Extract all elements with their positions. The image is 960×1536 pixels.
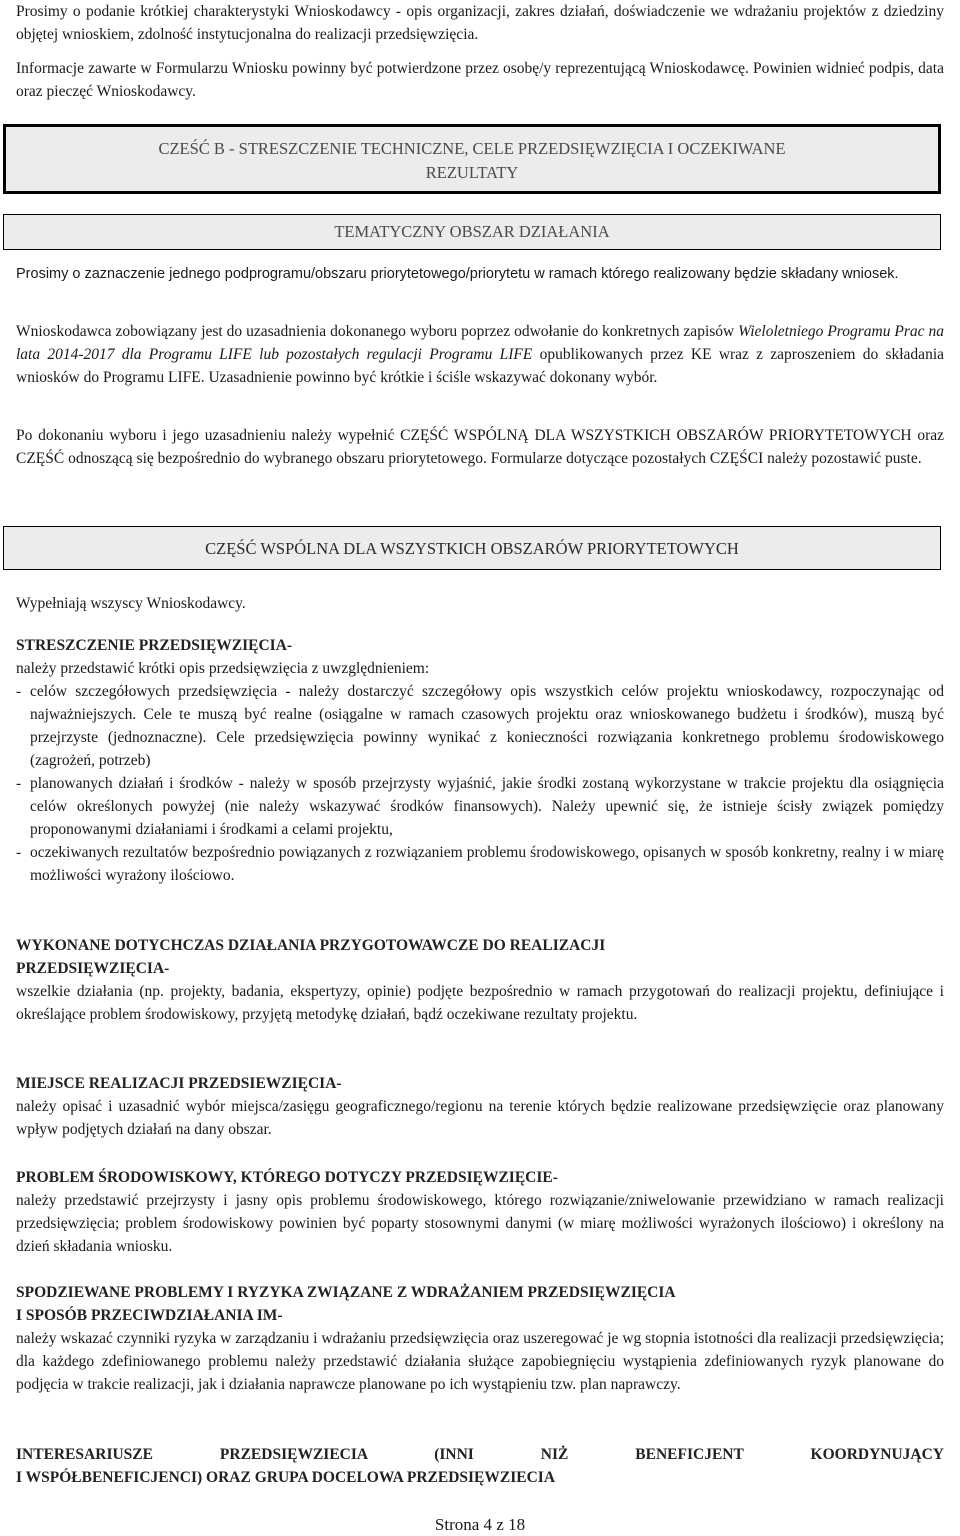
common-part-header-box: CZĘŚĆ WSPÓLNA DLA WSZYSTKICH OBSZARÓW PRIORYTETOWYCH	[3, 526, 941, 570]
page-number: Strona 4 z 18	[434, 1515, 526, 1534]
problem-section	[16, 1166, 944, 1258]
intro-paragraph-2: Informacje zawarte w Formularzu Wniosku powinny być potwierdzone przez osobę/y reprezentującą Wnioskodawcę. Powinien widnieć podpis, data oraz pieczęć Wnioskodawcy.	[16, 60, 944, 100]
list-item-text: oczekiwanych rezultatów bezpośrednio powiązanych z rozwiązaniem problemu środowiskowego, opisanych w sposób konkretny, realny i w miarę możliwości wyrażony ilościowo.	[30, 844, 944, 884]
justification-text-a: Wnioskodawca zobowiązany jest do uzasadnienia dokonanego wyboru poprzez odwołanie do konkretnych zapisów	[16, 323, 739, 340]
preparatory-body: wszelkie działania (np. projekty, badania, ekspertyzy, opinie) podjęte bezpośrednio w ramach przygotowań do realizacji projektu, definiujące i określające problem środowiskowy, przyjętą metodykę działań, bądź oczekiwane rezultaty projektu.	[16, 983, 944, 1023]
choice-instructions: Po dokonaniu wyboru i jego uzasadnieniu należy wypełnić CZĘŚĆ WSPÓLNĄ DLA WSZYSTKICH OBSZARÓW PRIORYTETOWYCH oraz CZĘŚĆ odnoszącą się bezpośrednio do wybranego obszaru priorytetowego. Formularze dotyczące pozostałych CZĘŚCI należy pozostawić puste.	[16, 427, 944, 467]
stakeholders-section	[16, 1443, 944, 1489]
stakeholders-heading-line2: I WSPÓŁBENEFICJENCI) ORAZ GRUPA DOCELOWA PRZEDSIĘWZIECIA	[16, 1469, 556, 1486]
thematic-instructions: Prosimy o zaznaczenie jednego podprogramu/obszaru priorytetowego/priorytetu w ramach którego realizowany będzie składany wniosek.	[16, 266, 899, 282]
part-b-title-line1: CZEŚĆ B - STRESZCZENIE TECHNICZNE, CELE PRZEDSIĘWZIĘCIA I OCZEKIWANE	[158, 139, 786, 158]
justification-text-b: opublikowanych przez KE wraz z zaproszeniem do składania wniosków do Programu LIFE. Uzasadnienie powinno być krótkie i ściśle wskazywać dokonany wybór.	[16, 346, 945, 386]
risk-section	[16, 1281, 944, 1396]
preparatory-section	[16, 934, 944, 1026]
intro-paragraph-1: Prosimy o podanie krótkiej charakterystyki Wnioskodawcy - opis organizacji, zakres działań, doświadczenie we wdrażaniu projektów z dziedziny objętej wnioskiem, zdolność instytucjonalna do realizacji przedsięwzięcia.	[16, 3, 944, 43]
dash-bullet: -	[16, 683, 22, 700]
list-item-text: planowanych działań i środków - należy w sposób przejrzysty wyjaśnić, jakie środki zostaną wykorzystane w trakcie projektu dla osiągnięcia celów określonych powyżej (nie należy wskazywać środków finansowych). Należy upewnić się, że istnieje ścisły związek pomiędzy proponowanymi działaniami i środkami a celami projektu,	[30, 775, 944, 838]
summary-subtitle: należy przedstawić krótki opis przedsięwzięcia z uwzględnieniem:	[16, 660, 430, 677]
part-b-title-line2: REZULTATY	[425, 163, 519, 182]
problem-body: należy przedstawić przejrzysty i jasny opis problemu środowiskowego, którego rozwiązanie/zniwelowanie przewidziano w ramach realizacji przedsięwzięcia; problem środowiskowy powinien być poparty stosownymi danymi (w miarę możliwości wyrażonych ilościowo) i określony na dzień składania wniosku.	[16, 1192, 944, 1255]
problem-heading: PROBLEM ŚRODOWISKOWY, KTÓREGO DOTYCZY PRZEDSIĘWZIĘCIE-	[16, 1169, 558, 1186]
justification-paragraph	[16, 320, 944, 389]
list-item	[16, 772, 944, 841]
summary-section	[16, 634, 944, 887]
location-section	[16, 1072, 944, 1141]
fill-note: Wypełniają wszyscy Wnioskodawcy.	[16, 595, 246, 612]
preparatory-heading-line2: PRZEDSIĘWZIĘCIA-	[16, 960, 170, 977]
risk-body: należy wskazać czynniki ryzyka w zarządzaniu i wdrażaniu przedsięwzięcia oraz uszeregować je wg stopnia istotności dla realizacji przedsięwzięcia; dla każdego zdefiniowanego problemu należy przedstawić działania służące zapobiegnięciu wystąpienia zdefiniowanych ryzyk planowane do podjęcia w trakcie realizacji, jak i działania naprawcze planowane po ich wystąpieniu tzw. plan naprawczy.	[16, 1330, 944, 1393]
list-item	[16, 841, 944, 887]
stakeholders-heading-line1: INTERESARIUSZE PRZEDSIĘWZIECIA (INNI NIŻ BENEFICJENT KOORDYNUJĄCY	[16, 1446, 944, 1463]
summary-heading: STRESZCZENIE PRZEDSIĘWZIĘCIA-	[16, 637, 293, 654]
location-body: należy opisać i uzasadnić wybór miejsca/zasięgu geograficznego/regionu na terenie których będzie realizowane przedsięwzięcie oraz planowany wpływ podjętych działań na dany obszar.	[16, 1098, 944, 1138]
programme-reference: Wieloletniego Programu Prac na lata 2014-2017 dla Programu LIFE lub pozostałych regulacji Programu LIFE	[16, 323, 944, 363]
risk-heading-line1: SPODZIEWANE PROBLEMY I RYZYKA ZWIĄZANE Z WDRAŻANIEM PRZEDSIĘWZIĘCIA	[16, 1284, 676, 1301]
dash-bullet: -	[16, 844, 22, 861]
summary-list	[16, 680, 944, 887]
risk-heading-line2: I SPOSÓB PRZECIWDZIAŁANIA IM-	[16, 1307, 283, 1324]
list-item-text: celów szczegółowych przedsięwzięcia - należy dostarczyć szczegółowy opis wszystkich celów projektu wnioskodawcy, rozpoczynając od najważniejszych. Cele te muszą być realne (osiągalne w ramach czasowych projektu oraz wnioskowanego budżetu i środków), muszą być przejrzyste (jednoznaczne). Cele przedsięwzięcia powinny wynikać z konieczności rozwiązania konkretnego problemu środowiskowego (zagrożeń, potrzeb)	[30, 683, 944, 769]
list-item	[16, 680, 944, 772]
part-b-header-box	[3, 124, 941, 194]
thematic-area-header-box: TEMATYCZNY OBSZAR DZIAŁANIA	[3, 214, 941, 250]
location-heading: MIEJSCE REALIZACJI PRZEDSIEWZIĘCIA-	[16, 1075, 342, 1092]
preparatory-heading-line1: WYKONANE DOTYCHCZAS DZIAŁANIA PRZYGOTOWAWCZE DO REALIZACJI	[16, 937, 606, 954]
dash-bullet: -	[16, 775, 22, 792]
